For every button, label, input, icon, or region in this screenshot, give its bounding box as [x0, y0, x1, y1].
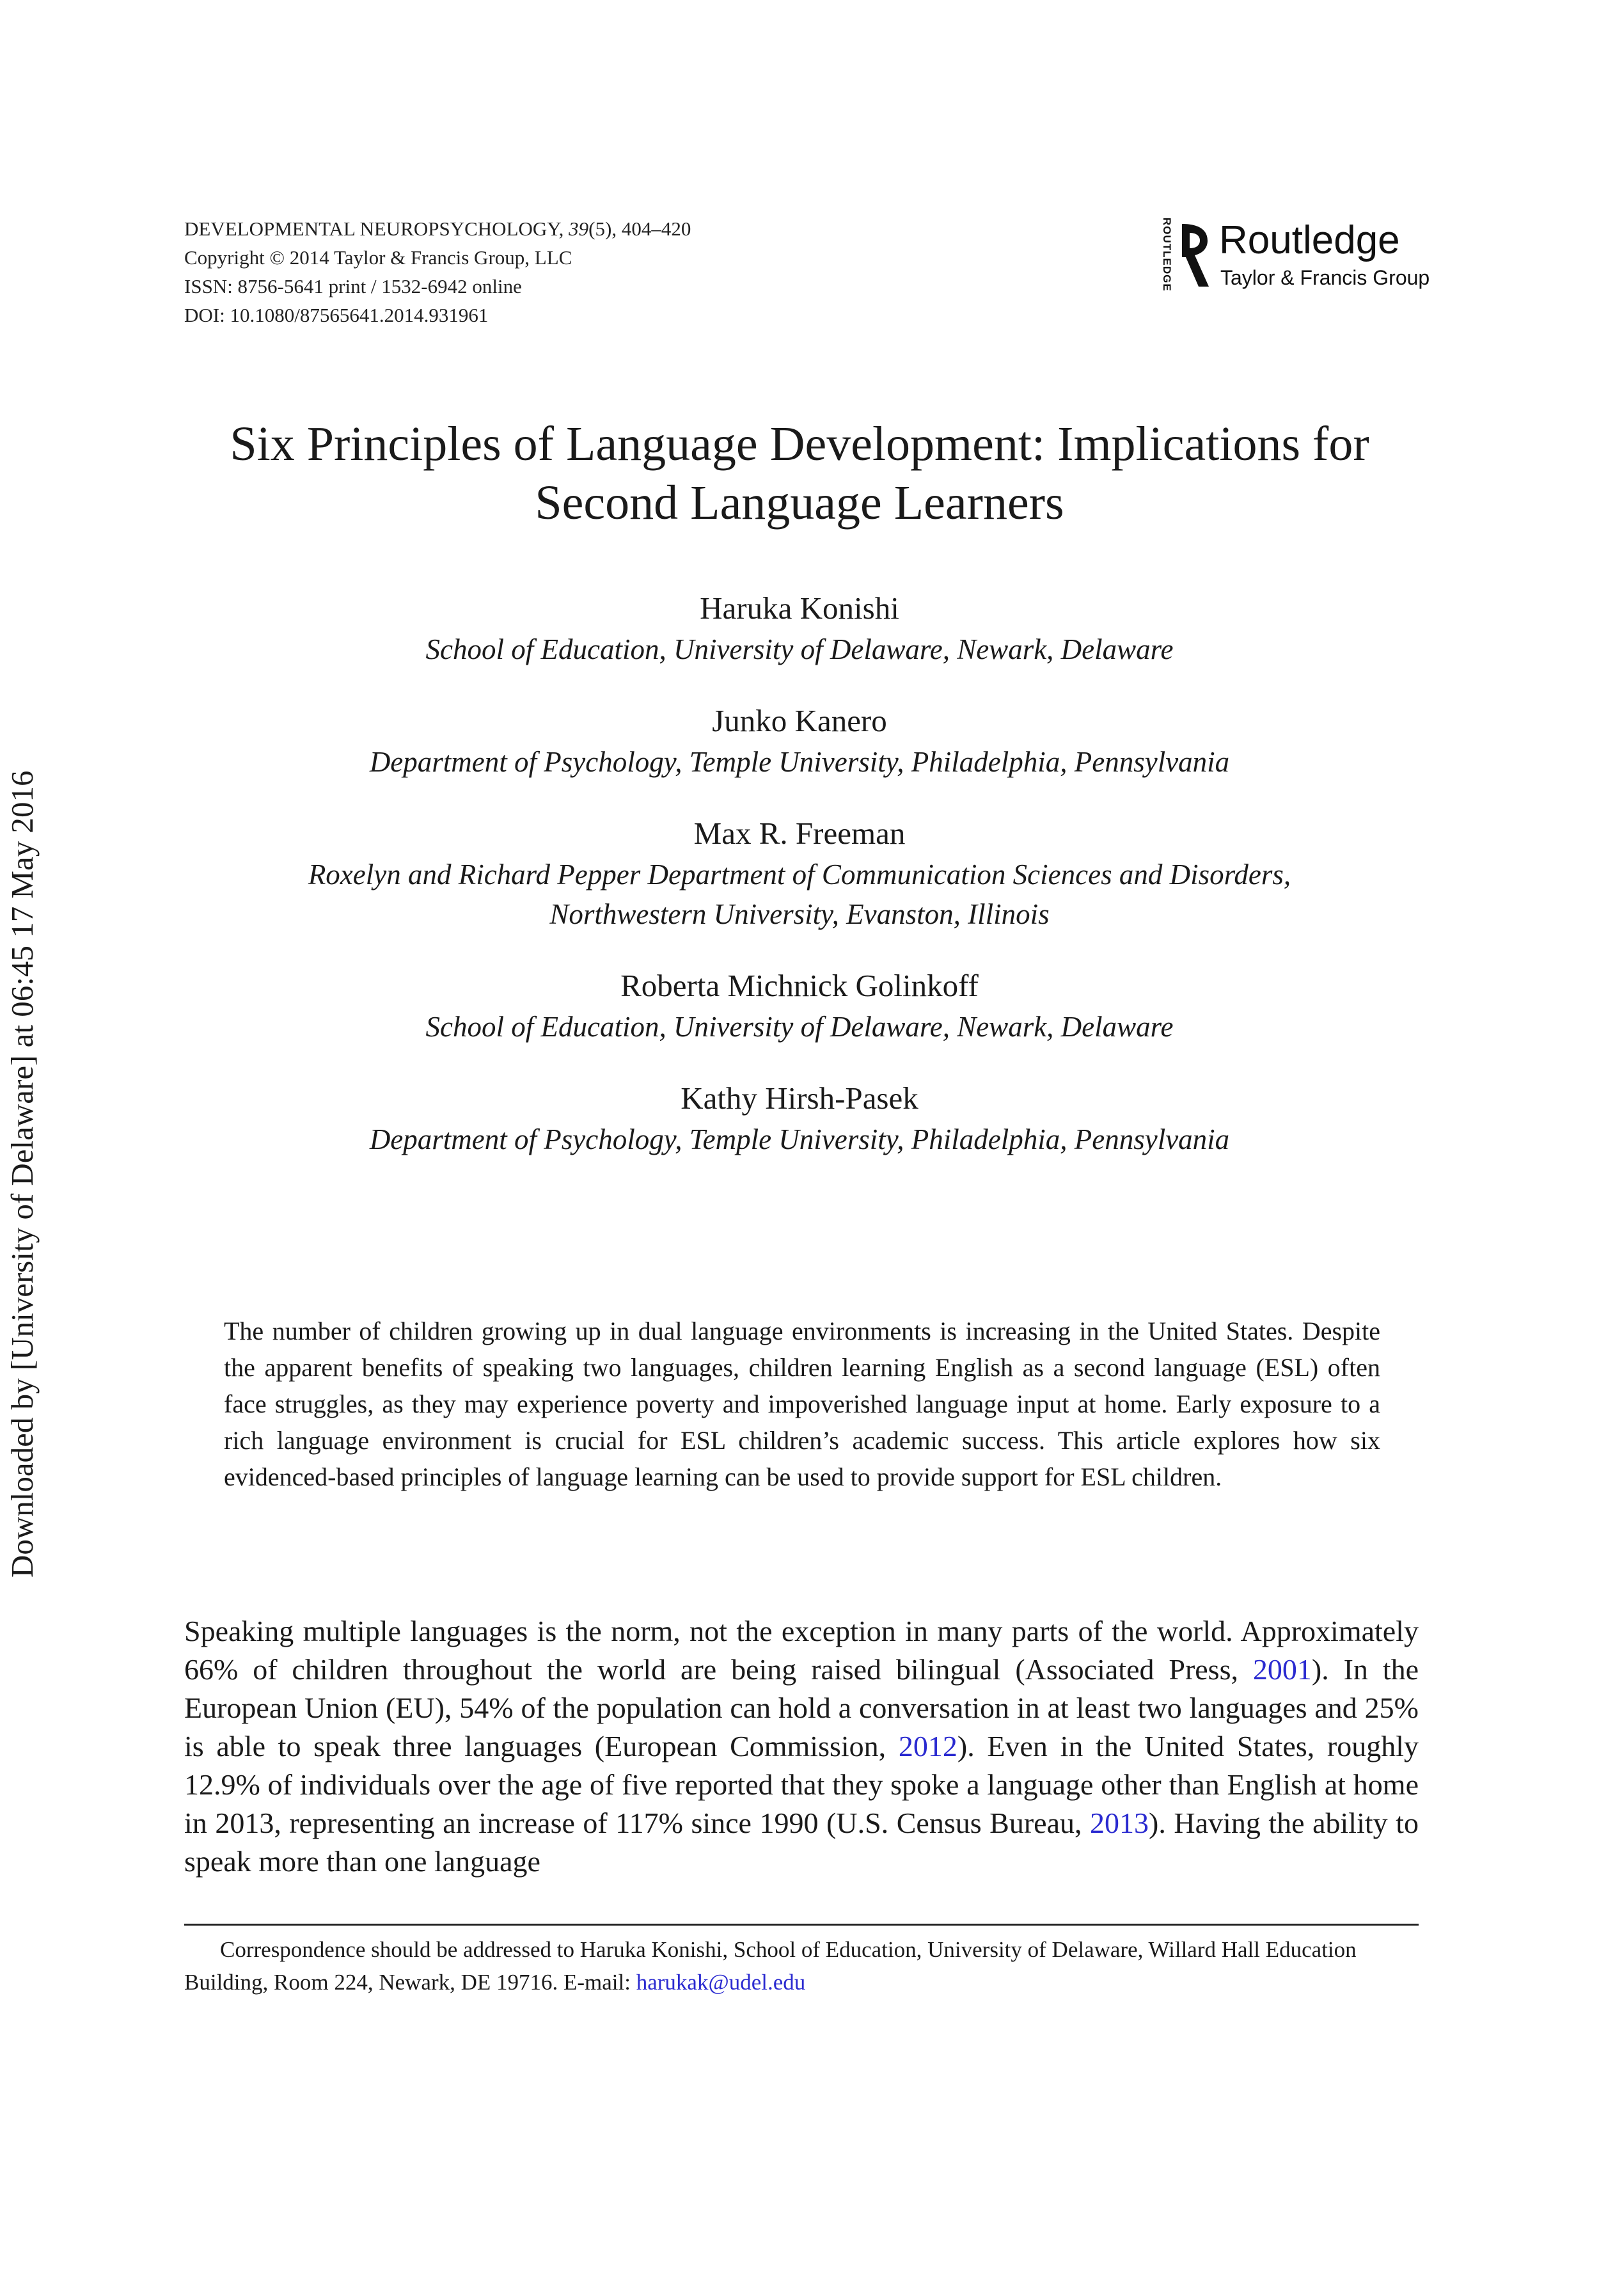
download-stamp: Downloaded by [University of Delaware] at 06:45 17 May 2016: [4, 770, 40, 1578]
author-block: [160, 587, 1439, 669]
doi-line: DOI: 10.1080/87565641.2014.931961: [184, 304, 489, 326]
logo-vertical-text: ROUTLEDGE: [1161, 218, 1173, 292]
author-affiliation: Department of Psychology, Temple University, Philadelphia, Pennsylvania: [369, 1123, 1230, 1155]
author-name: Roberta Michnick Golinkoff: [620, 968, 979, 1003]
journal-volume: 39: [569, 218, 589, 240]
citation-link-2012[interactable]: 2012: [898, 1730, 957, 1762]
abstract: The number of children growing up in dual language environments is increasing in the United States. Despite the apparent benefits of speaking two languages, children learning English as a second language (ESL) often face struggles, as they may experience poverty and impoverished language input at home. Early exposure to a rich language environment is crucial for ESL children’s academic success. This article explores how six evidenced-based principles of language learning can be used to provide support for ESL children.: [224, 1317, 1380, 1491]
author-affiliation-line-2: Northwestern University, Evanston, Illinois: [549, 898, 1050, 930]
journal-metadata: [184, 214, 691, 329]
author-block: [160, 700, 1439, 782]
routledge-logo: [1156, 218, 1430, 294]
author-name: Max R. Freeman: [693, 816, 906, 851]
article-title: [160, 415, 1439, 532]
title-line-2: Second Language Learners: [535, 476, 1064, 530]
author-affiliation: Roxelyn and Richard Pepper Department of Communication Sciences and Disorders,: [308, 859, 1291, 891]
logo-brand-name: Routledge: [1219, 218, 1400, 262]
title-line-1: Six Principles of Language Development: Implications for: [230, 417, 1369, 471]
footnote-rule: [184, 1924, 1419, 1926]
author-list: [160, 587, 1439, 1159]
author-block: [160, 965, 1439, 1047]
author-name: Haruka Konishi: [700, 590, 899, 626]
issn-line: ISSN: 8756-5641 print / 1532-6942 online: [184, 275, 522, 297]
correspondence-footnote: Correspondence should be addressed to Haruka Konishi, School of Education, University of Delaware, Willard Hall Education Building, Room 224, Newark, DE 19716. E-mail: harukak@udel.edu: [184, 1937, 1357, 1995]
author-block: [160, 1077, 1439, 1159]
author-block: [160, 812, 1439, 934]
body-paragraph: Speaking multiple languages is the norm, not the exception in many parts of the world. Approximately 66% of children throughout the world are being raised bilingual (Associated Press, 2001). In the European Union (EU), 54% of the population can hold a conversation in at least two languages and 25% is able to speak three languages (European Commission, 2012). Even in the United States, roughly 12.9% of individuals over the age of five reported that they spoke a language other than English at home in 2013, representing an increase of 117% since 1990 (U.S. Census Bureau, 2013). Having the ability to speak more than one language: [184, 1615, 1419, 1878]
author-affiliation: School of Education, University of Delaware, Newark, Delaware: [425, 1011, 1174, 1043]
journal-citation: DEVELOPMENTAL NEUROPSYCHOLOGY, 39(5), 404–420: [184, 218, 691, 240]
logo-subtitle: Taylor & Francis Group: [1220, 266, 1430, 289]
author-name: Kathy Hirsh-Pasek: [681, 1081, 918, 1116]
citation-link-2013[interactable]: 2013: [1090, 1807, 1149, 1839]
author-name: Junko Kanero: [712, 703, 887, 738]
author-affiliation: Department of Psychology, Temple University, Philadelphia, Pennsylvania: [369, 746, 1230, 778]
routledge-mark-icon: [1176, 220, 1217, 292]
citation-link-2001[interactable]: 2001: [1252, 1653, 1312, 1686]
copyright-line: Copyright © 2014 Taylor & Francis Group, LLC: [184, 246, 572, 269]
email-link[interactable]: harukak@udel.edu: [636, 1970, 806, 1995]
author-affiliation: School of Education, University of Delaware, Newark, Delaware: [425, 633, 1174, 665]
